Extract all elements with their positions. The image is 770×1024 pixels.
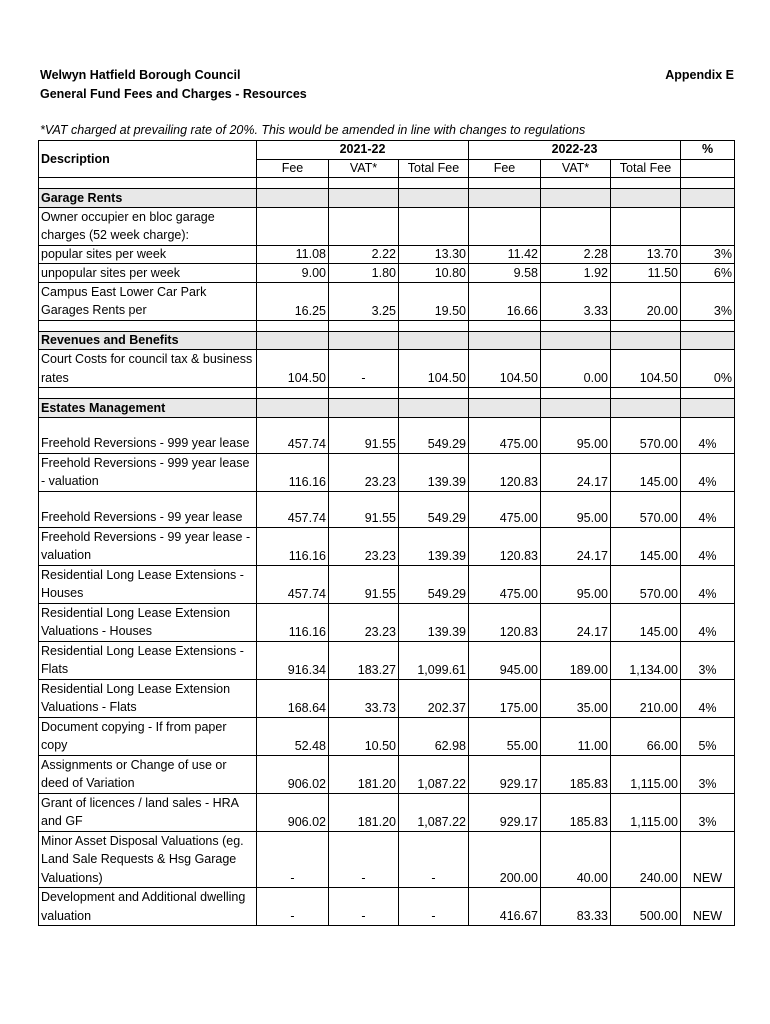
fee-2022-23: 929.17 <box>469 793 541 831</box>
table-row <box>39 641 735 679</box>
section-row <box>39 331 735 350</box>
vat-2022-23: 1.92 <box>541 264 611 283</box>
table-row <box>39 527 735 565</box>
appendix-label: Appendix E <box>665 68 734 82</box>
total-fee-2021-22: - <box>399 888 469 926</box>
total-fee-2021-22: 139.39 <box>399 527 469 565</box>
vat-2021-22: - <box>329 350 399 388</box>
fee-2022-23: 120.83 <box>469 453 541 491</box>
row-description: Court Costs for council tax & business rates <box>39 350 257 388</box>
row-description: Campus East Lower Car Park Garages Rents per <box>39 282 257 320</box>
vat-2022-23: 3.33 <box>541 282 611 320</box>
fees-table <box>38 140 735 926</box>
vat-2021-22: 23.23 <box>329 603 399 641</box>
total-fee-header: Total Fee <box>611 159 681 178</box>
total-fee-2021-22: 62.98 <box>399 717 469 755</box>
vat-2022-23: 83.33 <box>541 888 611 926</box>
total-fee-2021-22: 549.29 <box>399 565 469 603</box>
table-row <box>39 245 735 264</box>
percent-change: 3% <box>681 641 735 679</box>
total-fee-2021-22: - <box>399 831 469 888</box>
fee-2022-23: 9.58 <box>469 264 541 283</box>
section-title-estates-management: Estates Management <box>39 399 257 418</box>
total-fee-2022-23: 1,134.00 <box>611 641 681 679</box>
percent-change: 4% <box>681 527 735 565</box>
total-fee-2022-23: 145.00 <box>611 453 681 491</box>
total-fee-2021-22: 139.39 <box>399 603 469 641</box>
percent-change: 4% <box>681 491 735 527</box>
total-fee-2021-22: 549.29 <box>399 491 469 527</box>
vat-header: VAT* <box>329 159 399 178</box>
total-fee-2021-22: 1,087.22 <box>399 755 469 793</box>
percent-change: 4% <box>681 679 735 717</box>
vat-2022-23: 35.00 <box>541 679 611 717</box>
fee-2022-23: 104.50 <box>469 350 541 388</box>
fee-2021-22: 457.74 <box>257 491 329 527</box>
section-title-garage-rents: Garage Rents <box>39 189 257 208</box>
percent-change: 3% <box>681 245 735 264</box>
document-subtitle: General Fund Fees and Charges - Resources <box>40 87 307 101</box>
fee-2021-22: - <box>257 831 329 888</box>
fee-2021-22: 16.25 <box>257 282 329 320</box>
vat-2021-22: 10.50 <box>329 717 399 755</box>
total-fee-2021-22: 1,099.61 <box>399 641 469 679</box>
row-description: Freehold Reversions - 99 year lease - valuation <box>39 527 257 565</box>
total-fee-2022-23: 13.70 <box>611 245 681 264</box>
vat-2022-23: 24.17 <box>541 603 611 641</box>
fee-2021-22: 457.74 <box>257 565 329 603</box>
percent-change: 4% <box>681 565 735 603</box>
row-description: Residential Long Lease Extensions - Houses <box>39 565 257 603</box>
vat-note: *VAT charged at prevailing rate of 20%. This would be amended in line with changes to regulations <box>40 123 586 137</box>
table-row <box>39 491 735 527</box>
row-description: Residential Long Lease Extensions - Flats <box>39 641 257 679</box>
vat-2021-22: 23.23 <box>329 453 399 491</box>
year-2021-22-header: 2021-22 <box>257 141 469 160</box>
vat-2021-22: 23.23 <box>329 527 399 565</box>
fee-2022-23: 475.00 <box>469 565 541 603</box>
table-row <box>39 831 735 888</box>
table-row <box>39 453 735 491</box>
vat-2021-22: 33.73 <box>329 679 399 717</box>
total-fee-2022-23: 1,115.00 <box>611 793 681 831</box>
empty-cell <box>681 159 735 178</box>
percent-change: 4% <box>681 603 735 641</box>
percent-change: 3% <box>681 793 735 831</box>
percent-change: 6% <box>681 264 735 283</box>
vat-2021-22: - <box>329 831 399 888</box>
vat-2021-22: 2.22 <box>329 245 399 264</box>
vat-2022-23: 189.00 <box>541 641 611 679</box>
total-fee-2022-23: 20.00 <box>611 282 681 320</box>
total-fee-2021-22: 549.29 <box>399 417 469 453</box>
vat-2022-23: 95.00 <box>541 565 611 603</box>
vat-header: VAT* <box>541 159 611 178</box>
fee-2022-23: 11.42 <box>469 245 541 264</box>
section-row <box>39 399 735 418</box>
fee-2021-22: 52.48 <box>257 717 329 755</box>
table-row <box>39 207 735 245</box>
row-description: unpopular sites per week <box>39 264 257 283</box>
year-2022-23-header: 2022-23 <box>469 141 681 160</box>
row-description: Freehold Reversions - 999 year lease - valuation <box>39 453 257 491</box>
vat-2022-23: 0.00 <box>541 350 611 388</box>
fee-2021-22: 116.16 <box>257 453 329 491</box>
description-header: Description <box>39 141 257 178</box>
vat-2022-23: 40.00 <box>541 831 611 888</box>
section-row <box>39 189 735 208</box>
total-fee-2021-22: 19.50 <box>399 282 469 320</box>
row-description: Assignments or Change of use or deed of Variation <box>39 755 257 793</box>
vat-2021-22: 181.20 <box>329 793 399 831</box>
row-description: popular sites per week <box>39 245 257 264</box>
vat-2021-22: 91.55 <box>329 417 399 453</box>
total-fee-2021-22: 1,087.22 <box>399 793 469 831</box>
total-fee-2022-23: 500.00 <box>611 888 681 926</box>
vat-2021-22: 91.55 <box>329 491 399 527</box>
vat-2021-22: 1.80 <box>329 264 399 283</box>
fee-2021-22: 906.02 <box>257 793 329 831</box>
fee-2021-22: 906.02 <box>257 755 329 793</box>
vat-2022-23: 185.83 <box>541 793 611 831</box>
percent-change: 3% <box>681 755 735 793</box>
total-fee-2022-23: 11.50 <box>611 264 681 283</box>
table-row <box>39 603 735 641</box>
table-row <box>39 793 735 831</box>
council-name: Welwyn Hatfield Borough Council <box>40 68 241 82</box>
fee-2022-23: 120.83 <box>469 603 541 641</box>
fee-2021-22: 104.50 <box>257 350 329 388</box>
fee-2022-23: 945.00 <box>469 641 541 679</box>
fee-2022-23: 475.00 <box>469 417 541 453</box>
vat-2021-22: 91.55 <box>329 565 399 603</box>
vat-2022-23: 11.00 <box>541 717 611 755</box>
row-description: Development and Additional dwelling valuation <box>39 888 257 926</box>
row-description: Document copying - If from paper copy <box>39 717 257 755</box>
row-description: Residential Long Lease Extension Valuations - Houses <box>39 603 257 641</box>
fee-2021-22: 168.64 <box>257 679 329 717</box>
total-fee-2022-23: 570.00 <box>611 565 681 603</box>
vat-2021-22: 3.25 <box>329 282 399 320</box>
vat-2022-23: 95.00 <box>541 491 611 527</box>
table-row <box>39 717 735 755</box>
fee-2022-23: 475.00 <box>469 491 541 527</box>
row-description: Freehold Reversions - 99 year lease <box>39 491 257 527</box>
fee-2022-23: 200.00 <box>469 831 541 888</box>
total-fee-2022-23: 104.50 <box>611 350 681 388</box>
vat-2022-23: 24.17 <box>541 527 611 565</box>
fee-2021-22: - <box>257 888 329 926</box>
row-description: Residential Long Lease Extension Valuations - Flats <box>39 679 257 717</box>
total-fee-2022-23: 570.00 <box>611 491 681 527</box>
row-description: Grant of licences / land sales - HRA and GF <box>39 793 257 831</box>
vat-2022-23: 95.00 <box>541 417 611 453</box>
table-row <box>39 350 735 388</box>
total-fee-2021-22: 13.30 <box>399 245 469 264</box>
fee-header: Fee <box>469 159 541 178</box>
fee-2021-22: 11.08 <box>257 245 329 264</box>
total-fee-2021-22: 139.39 <box>399 453 469 491</box>
total-fee-2022-23: 1,115.00 <box>611 755 681 793</box>
total-fee-2022-23: 145.00 <box>611 603 681 641</box>
total-fee-2021-22: 202.37 <box>399 679 469 717</box>
total-fee-2022-23: 570.00 <box>611 417 681 453</box>
section-title-revenues-benefits: Revenues and Benefits <box>39 331 257 350</box>
total-fee-2022-23: 240.00 <box>611 831 681 888</box>
vat-2022-23: 185.83 <box>541 755 611 793</box>
fee-2021-22: 116.16 <box>257 527 329 565</box>
vat-2022-23: 2.28 <box>541 245 611 264</box>
table-row <box>39 264 735 283</box>
table-row <box>39 417 735 453</box>
total-fee-header: Total Fee <box>399 159 469 178</box>
total-fee-2022-23: 210.00 <box>611 679 681 717</box>
fee-2021-22: 9.00 <box>257 264 329 283</box>
fee-2022-23: 55.00 <box>469 717 541 755</box>
fee-header: Fee <box>257 159 329 178</box>
percent-change: 0% <box>681 350 735 388</box>
percent-change: NEW <box>681 831 735 888</box>
table-row <box>39 755 735 793</box>
fee-2021-22: 457.74 <box>257 417 329 453</box>
row-description: Minor Asset Disposal Valuations (eg. Land Sale Requests & Hsg Garage Valuations) <box>39 831 257 888</box>
percent-change: 4% <box>681 453 735 491</box>
fee-2022-23: 16.66 <box>469 282 541 320</box>
fee-2022-23: 175.00 <box>469 679 541 717</box>
fee-2022-23: 416.67 <box>469 888 541 926</box>
row-description: Freehold Reversions - 999 year lease <box>39 417 257 453</box>
total-fee-2021-22: 10.80 <box>399 264 469 283</box>
percent-header: % <box>681 141 735 160</box>
fee-2021-22: 116.16 <box>257 603 329 641</box>
percent-change: 4% <box>681 417 735 453</box>
vat-2021-22: - <box>329 888 399 926</box>
total-fee-2022-23: 66.00 <box>611 717 681 755</box>
vat-2021-22: 181.20 <box>329 755 399 793</box>
percent-change: 3% <box>681 282 735 320</box>
fee-2022-23: 120.83 <box>469 527 541 565</box>
vat-2021-22: 183.27 <box>329 641 399 679</box>
total-fee-2021-22: 104.50 <box>399 350 469 388</box>
fee-2022-23: 929.17 <box>469 755 541 793</box>
percent-change: 5% <box>681 717 735 755</box>
table-row <box>39 282 735 320</box>
table-row <box>39 888 735 926</box>
total-fee-2022-23: 145.00 <box>611 527 681 565</box>
table-row <box>39 679 735 717</box>
percent-change: NEW <box>681 888 735 926</box>
row-description: Owner occupier en bloc garage charges (52 week charge): <box>39 207 257 245</box>
table-row <box>39 565 735 603</box>
fee-2021-22: 916.34 <box>257 641 329 679</box>
vat-2022-23: 24.17 <box>541 453 611 491</box>
